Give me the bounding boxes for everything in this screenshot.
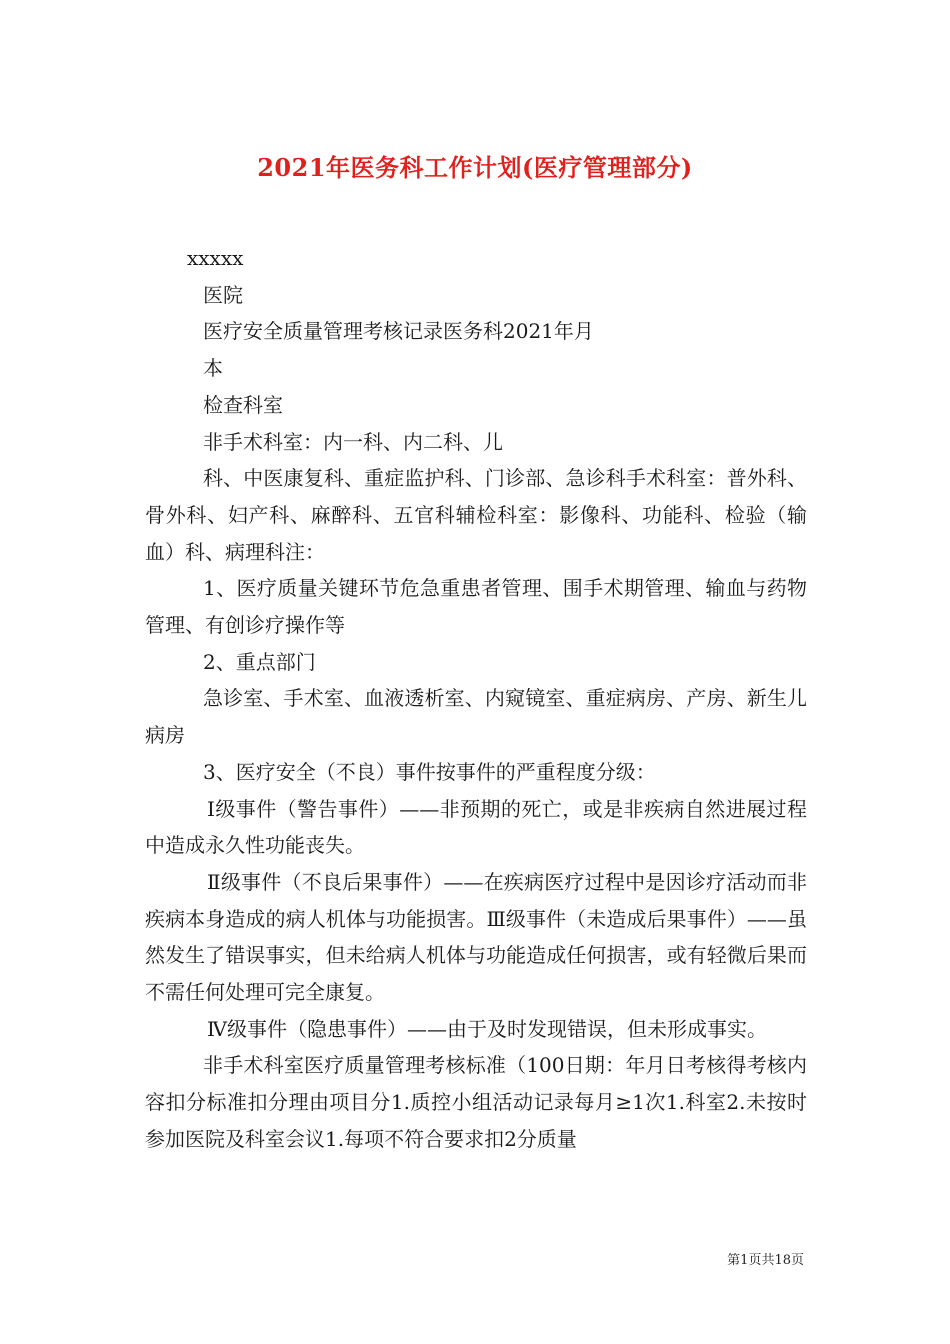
paragraph-standard: 非手术科室医疗质量管理考核标准（100日期：年月日考核得考核内容扣分标准扣分理由项目分1.质控小组活动记录每月≥1次1.科室2.未按时参加医院及科室会议1.每项不符合要求扣2分质量	[145, 1053, 807, 1151]
paragraph-check-dept: 检查科室	[203, 392, 283, 417]
paragraph-hospital-name: xxxxx	[187, 246, 244, 270]
paragraph-record-title: 医疗安全质量管理考核记录医务科2021年月	[203, 319, 594, 344]
document-body	[145, 240, 807, 1158]
paragraph-level-1: Ⅰ级事件（警告事件）——非预期的死亡，或是非疾病自然进展过程中造成永久性功能丧失。	[145, 796, 807, 858]
paragraph-ben: 本	[203, 356, 223, 381]
paragraph-level-2-3: Ⅱ级事件（不良后果事件）——在疾病医疗过程中是因诊疗活动而非疾病本身造成的病人机体与功能损害。Ⅲ级事件（未造成后果事件）——虽然发生了错误事实，但未给病人机体与功能造成任何损害，或有轻微后果而不需任何处理可完全康复。	[145, 869, 807, 1005]
paragraph-level-4: Ⅳ级事件（隐患事件）——由于及时发现错误，但未形成事实。	[207, 1016, 767, 1041]
page-number: 第1页共18页	[727, 1253, 804, 1268]
paragraph-dept-list: 科、中医康复科、重症监护科、门诊部、急诊科手术科室：普外科、骨外科、妇产科、麻醉科、五官科辅检科室：影像科、功能科、检验（输血）科、病理科注：	[145, 466, 807, 564]
document-title: 2021年医务科工作计划(医疗管理部分)	[257, 153, 693, 183]
paragraph-non-surgical: 非手术科室：内一科、内二科、儿	[203, 429, 503, 454]
paragraph-key-depts: 急诊室、手术室、血液透析室、内窥镜室、重症病房、产房、新生儿病房	[145, 686, 807, 748]
paragraph-item-2: 2、重点部门	[203, 649, 316, 674]
paragraph-item-1: 1、医疗质量关键环节危急重患者管理、围手术期管理、输血与药物管理、有创诊疗操作等	[145, 576, 807, 638]
paragraph-item-3: 3、医疗安全（不良）事件按事件的严重程度分级：	[203, 759, 656, 784]
paragraph-hospital: 医院	[203, 282, 243, 307]
